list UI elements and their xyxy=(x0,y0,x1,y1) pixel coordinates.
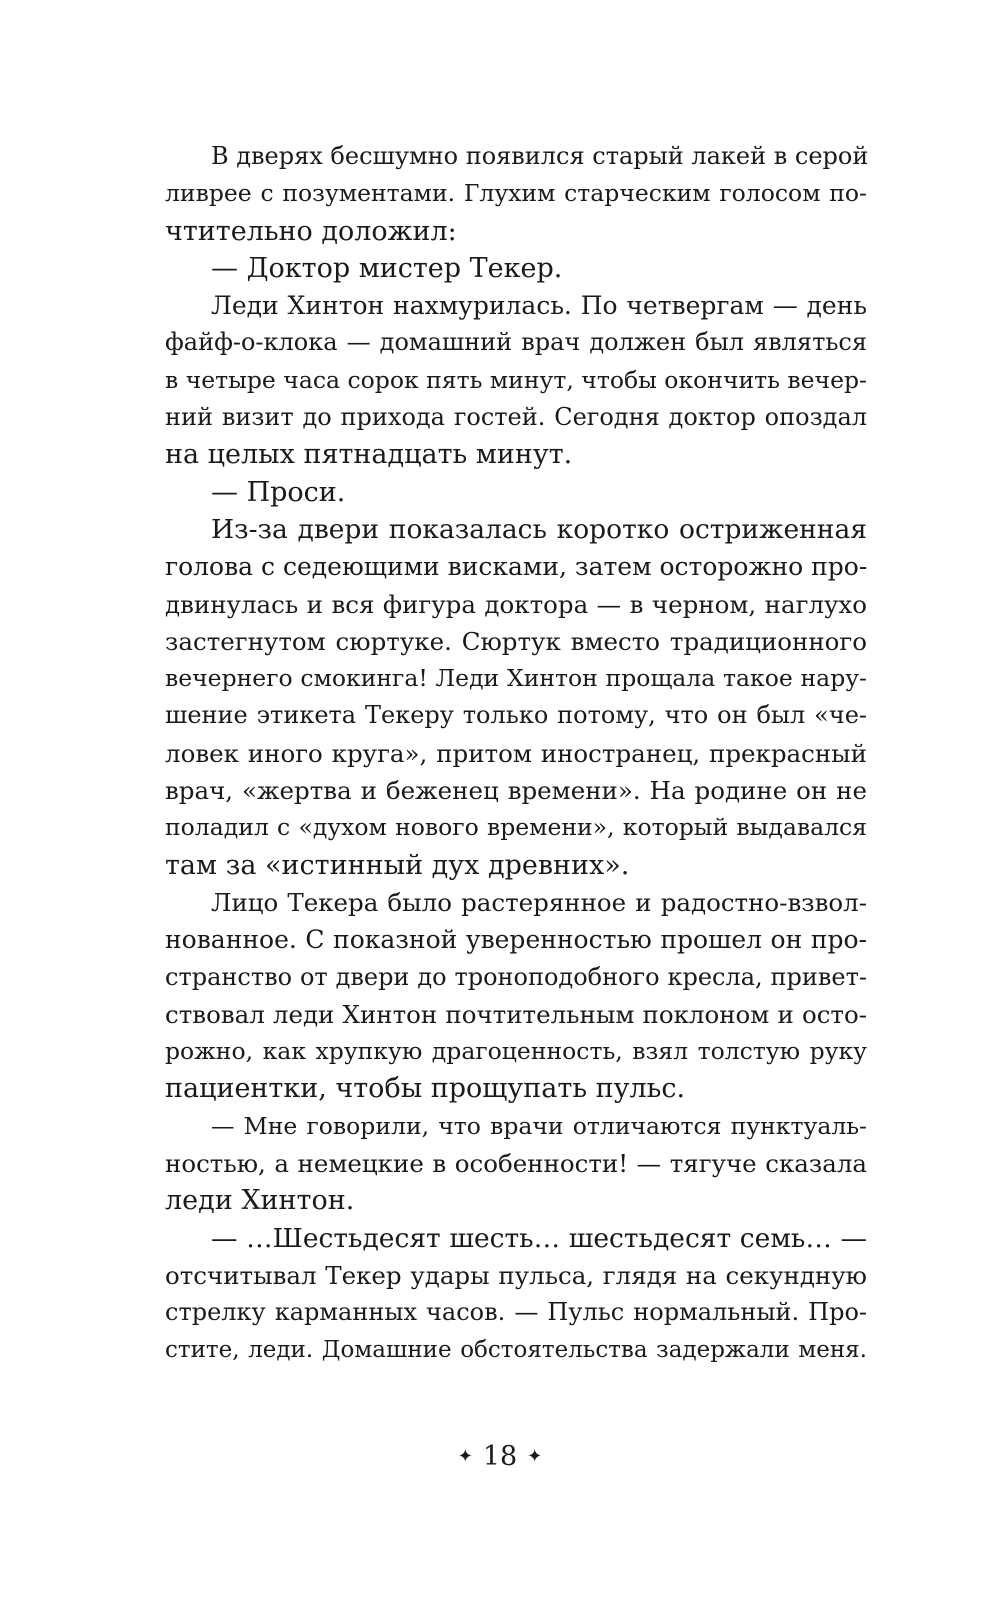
text-line: ливрее с позументами. Глухим старческим голосом по- xyxy=(165,179,867,208)
text-line: поладил с «духом нового времени», который выдавался xyxy=(165,813,867,842)
text-line: файф-о-клока — домашний врач должен был являться xyxy=(165,328,867,357)
text-line: отсчитывал Текер удары пульса, глядя на секундную xyxy=(165,1260,867,1290)
text-line: чтительно доложил: xyxy=(165,215,457,247)
text-line: ловек иного круга», притом иностранец, прекрасный xyxy=(165,738,867,768)
star-ornament-left-icon: ✦ xyxy=(457,1446,473,1467)
text-line: стрелку карманных часов. — Пульс нормальный. Про- xyxy=(165,1298,867,1327)
text-line: двинулась и вся фигура доктора — в черном, наглухо xyxy=(165,589,867,619)
text-line: В дверях бесшумно появился старый лакей в серой xyxy=(211,142,869,170)
text-line: вечернего смокинга! Леди Хинтон прощала такое нару- xyxy=(165,664,867,693)
text-line: Лицо Текера было растерянное и радостно-взвол- xyxy=(211,887,867,917)
text-line: застегнутом сюртуке. Сюртук вместо традиционного xyxy=(165,626,867,656)
text-line: Леди Хинтон нахмурилась. По четвергам — день xyxy=(211,291,867,321)
text-line: нованное. С показной уверенностью прошел он про- xyxy=(165,925,867,955)
text-line: на целых пятнадцать минут. xyxy=(165,439,573,471)
text-line: — Мне говорили, что врачи отличаются пунктуаль- xyxy=(211,1111,867,1140)
text-line: странство от двери до троноподобного кресла, привет- xyxy=(165,962,867,991)
text-line: пациентки, чтобы прощупать пульс. xyxy=(165,1073,686,1105)
text-line: стите, леди. Домашние обстоятельства задержали меня. xyxy=(165,1336,867,1363)
text-line: — …Шестьдесят шесть… шестьдесят семь… — xyxy=(211,1222,867,1254)
page-number: 18 xyxy=(482,1441,518,1472)
text-line: ствовал леди Хинтон почтительным поклоном и осто- xyxy=(165,999,867,1029)
star-ornament-right-icon: ✦ xyxy=(527,1446,543,1467)
text-line: Из-за двери показалась коротко остриженная xyxy=(211,513,867,545)
text-line: там за «истинный дух древних». xyxy=(165,849,630,881)
text-line: — Доктор мистер Текер. xyxy=(211,252,563,284)
text-line: леди Хинтон. xyxy=(165,1185,355,1217)
text-line: — Проси. xyxy=(211,476,346,508)
page-number-footer xyxy=(0,1437,1000,1477)
text-line: в четыре часа сорок пять минут, чтобы окончить вечер- xyxy=(165,365,867,394)
text-line: ний визит до прихода гостей. Сегодня доктор опоздал xyxy=(165,403,867,432)
text-line: рожно, как хрупкую драгоценность, взял толстую руку xyxy=(165,1037,867,1066)
page-body-text xyxy=(165,138,867,1369)
text-line: ностью, а немецкие в особенности! — тягуче сказала xyxy=(165,1149,867,1179)
text-line: врач, «жертва и беженец времени». На родине он не xyxy=(165,776,867,806)
text-line: голова с седеющими висками, затем осторожно про- xyxy=(165,552,868,582)
text-line: шение этикета Текеру только потому, что он был «че- xyxy=(165,701,867,730)
